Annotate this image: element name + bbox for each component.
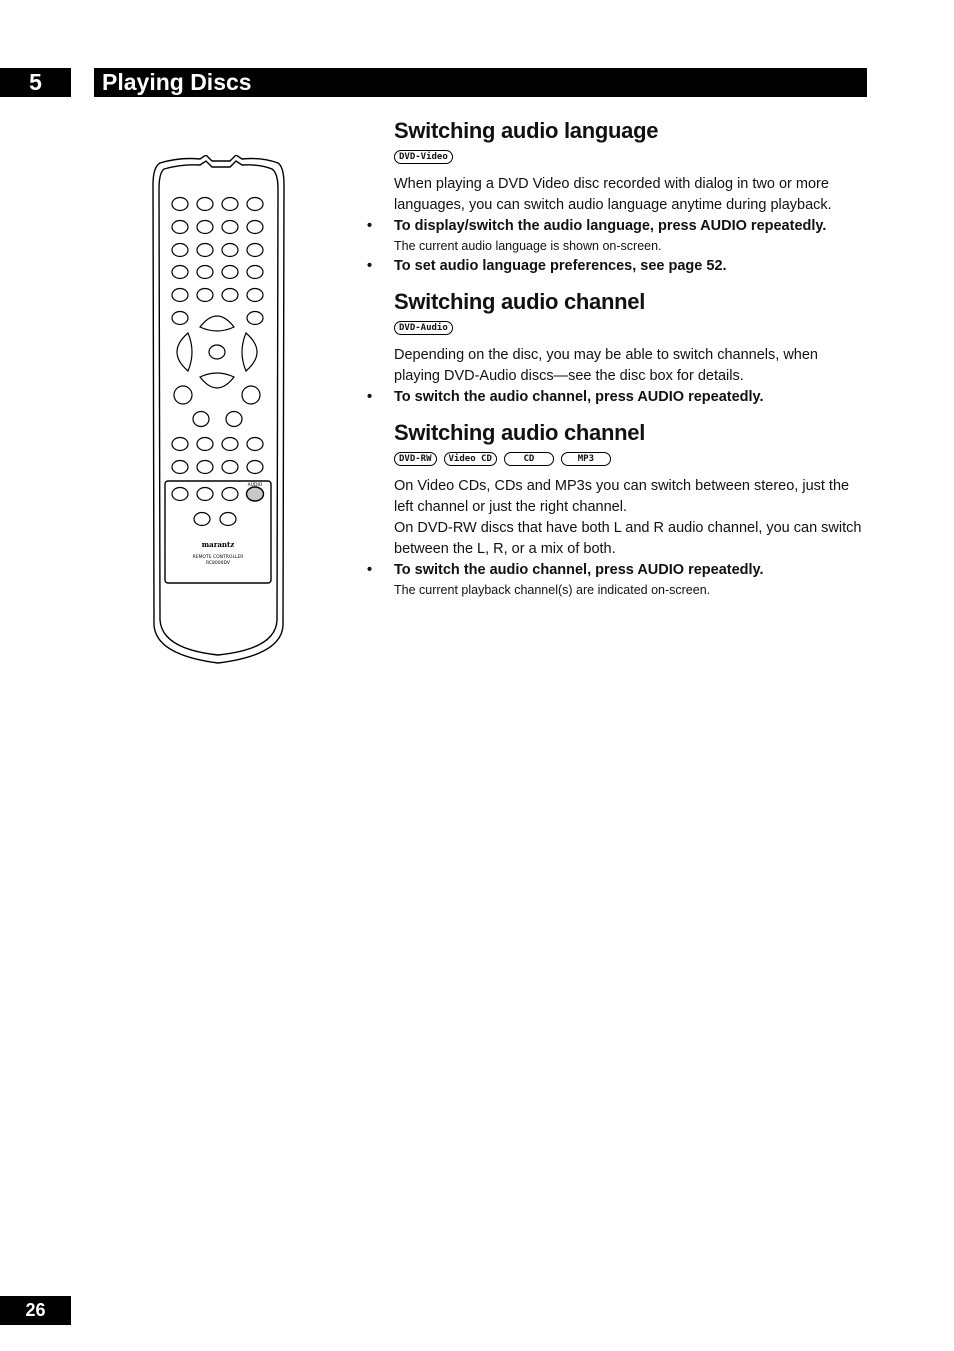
audio-button <box>247 487 264 501</box>
page-number: 26 <box>0 1296 71 1325</box>
remote-control-illustration <box>150 155 286 665</box>
disc-badge-mp3: MP3 <box>561 452 611 466</box>
chapter-number: 5 <box>0 68 71 97</box>
bullet-note: The current playback channel(s) are indicated on-screen. <box>394 583 711 597</box>
remote-controller-label: REMOTE CONTROLLER <box>192 555 244 560</box>
remote-model-label: RC8000DV <box>206 561 230 566</box>
disc-badges <box>394 150 864 164</box>
section-body: Depending on the disc, you may be able to switch channels, when playing DVD-Audio discs—see the disc box for details. <box>394 347 818 384</box>
bullet-instruction: • To switch the audio channel, press AUDIO repeatedly. <box>394 387 864 408</box>
audio-button-label: AUDIO <box>247 483 263 488</box>
bullet-instruction: • To set audio language preferences, see page 52. <box>394 256 864 277</box>
main-content <box>394 118 864 612</box>
chapter-title: Playing Discs <box>94 68 867 97</box>
disc-badge-dvd-video: DVD-Video <box>394 150 453 164</box>
bullet-instruction: • To display/switch the audio language, press AUDIO repeatedly. <box>394 216 864 237</box>
section-audio-channel-vcd-cd-mp3 <box>394 420 864 600</box>
section-audio-channel-dvd-audio <box>394 289 864 408</box>
bullet-note: The current audio language is shown on-screen. <box>394 239 662 253</box>
section-title: Switching audio channel <box>394 289 646 314</box>
disc-badge-video-cd: Video CD <box>444 452 497 466</box>
disc-badges <box>394 452 864 466</box>
disc-badge-dvd-rw: DVD-RW <box>394 452 437 466</box>
section-body: On DVD-RW discs that have both L and R audio channel, you can switch between the L, R, or a mix of both. <box>394 520 862 557</box>
remote-brand-logo: marantz <box>201 540 235 549</box>
disc-badges <box>394 321 864 335</box>
section-audio-language <box>394 118 864 277</box>
section-title: Switching audio language <box>394 118 659 143</box>
disc-badge-dvd-audio: DVD-Audio <box>394 321 453 335</box>
section-body: On Video CDs, CDs and MP3s you can switch between stereo, just the left channel or just the right channel. <box>394 478 850 515</box>
section-body: When playing a DVD Video disc recorded with dialog in two or more languages, you can switch audio language anytime during playback. <box>394 176 832 213</box>
disc-badge-cd: CD <box>504 452 554 466</box>
bullet-instruction: • To switch the audio channel, press AUDIO repeatedly. <box>394 560 864 581</box>
section-title: Switching audio channel <box>394 420 646 445</box>
